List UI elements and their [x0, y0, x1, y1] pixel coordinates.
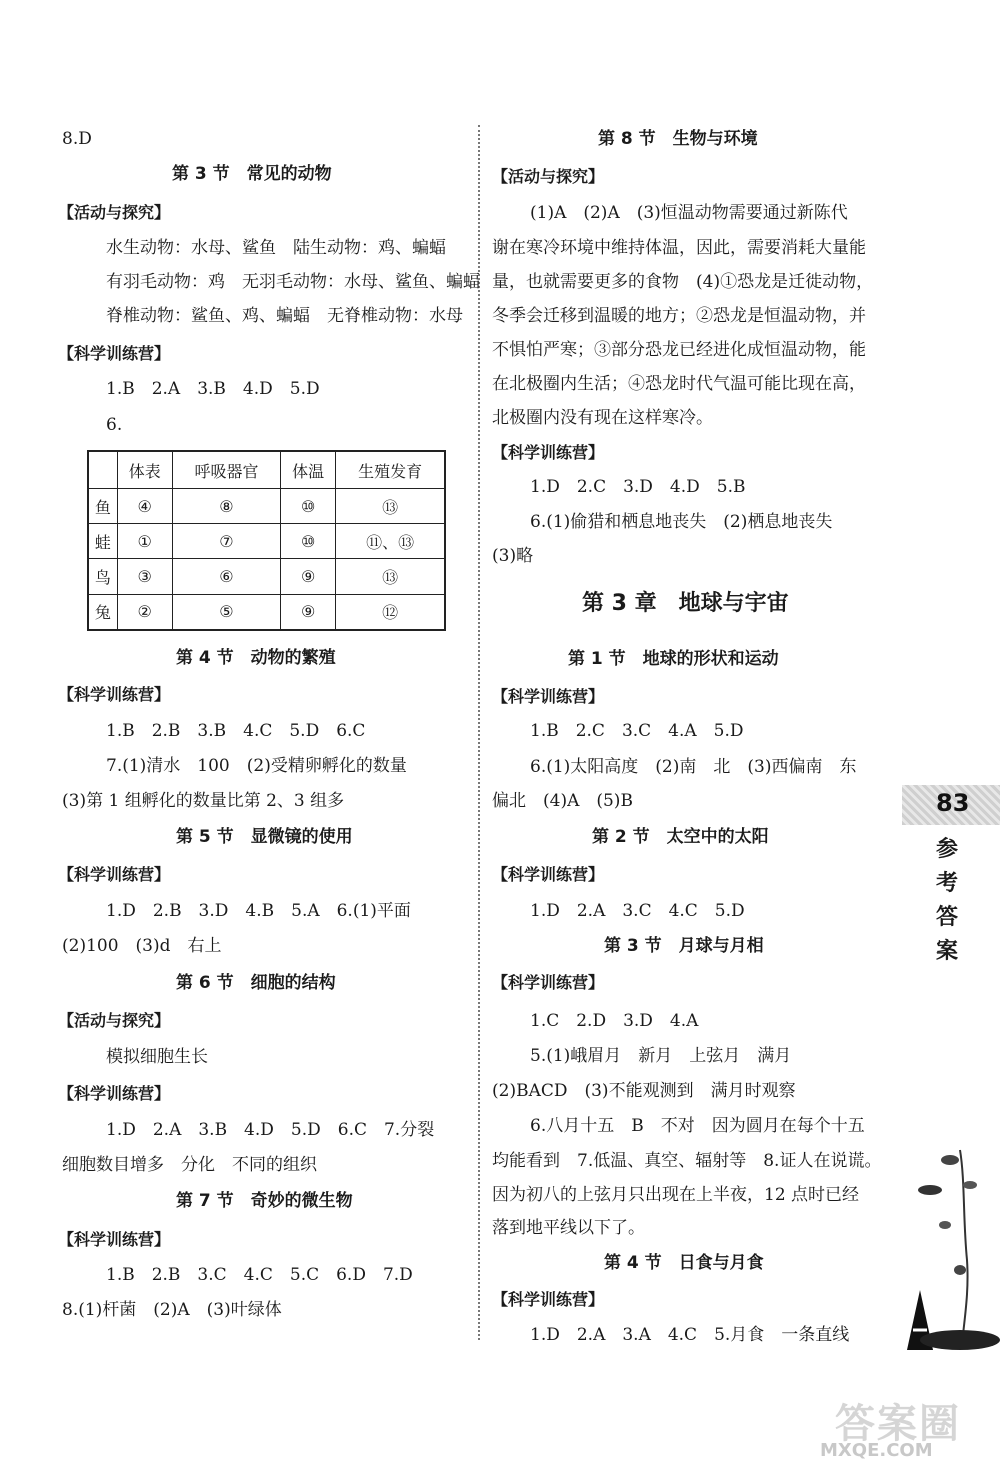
table-cell: ⑨ [281, 559, 336, 594]
animal-comparison-table [87, 450, 446, 631]
table-cell: ⑫ [336, 594, 445, 630]
answer-line: 1.D 2.B 3.D 4.B 5.A 6.(1)平面 [106, 901, 411, 921]
section-heading: 第 7 节 奇妙的微生物 [176, 1191, 353, 1211]
answer-line: 5.(1)峨眉月 新月 上弦月 满月 [530, 1046, 792, 1066]
section-heading: 第 8 节 生物与环境 [598, 129, 758, 149]
decorative-plant-illustration [905, 1140, 1000, 1350]
answer-line: 脊椎动物：鲨鱼、鸡、蝙蝠 无脊椎动物：水母 [106, 306, 463, 326]
answer-line: 模拟细胞生长 [106, 1047, 208, 1067]
answer-line: 偏北 (4)A (5)B [492, 791, 633, 811]
answer-line: 北极圈内没有现在这样寒冷。 [492, 408, 713, 428]
table-cell: ⑩ [281, 524, 336, 559]
section-label: 【科学训练营】 [492, 973, 605, 992]
section-heading: 第 2 节 太空中的太阳 [592, 827, 769, 847]
answer-line: 谢在寒冷环境中维持体温，因此，需要消耗大量能 [492, 238, 866, 258]
answer-line: 细胞数目增多 分化 不同的组织 [62, 1155, 317, 1175]
table-header: 体温 [281, 451, 336, 489]
answer-line: 7.(1)清水 100 (2)受精卵孵化的数量 [106, 756, 407, 776]
section-label: 【科学训练营】 [58, 1084, 171, 1103]
table-cell: ⑥ [172, 559, 280, 594]
table-cell: ⑦ [172, 524, 280, 559]
table-cell: ⑬ [336, 559, 445, 594]
section-heading: 第 1 节 地球的形状和运动 [568, 649, 779, 669]
page-number: 83 [936, 789, 970, 817]
answer-line: (2)100 (3)d 右上 [62, 936, 222, 956]
side-title-char: 考 [936, 871, 959, 896]
answer-line: 1.B 2.B 3.C 4.C 5.C 6.D 7.D [106, 1265, 413, 1285]
table-cell: ③ [117, 559, 172, 594]
table-cell: ② [117, 594, 172, 630]
answer-line: 1.D 2.A 3.C 4.C 5.D [530, 901, 745, 921]
section-heading: 第 4 节 日食与月食 [604, 1253, 764, 1273]
table-cell: ⑨ [281, 594, 336, 630]
section-heading: 第 4 节 动物的繁殖 [176, 648, 336, 668]
answer-line: (3)第 1 组孵化的数量比第 2、3 组多 [62, 791, 345, 811]
chapter-heading: 第 3 章 地球与宇宙 [582, 591, 789, 616]
answer-line: 6.八月十五 B 不对 因为圆月在每个十五 [530, 1116, 865, 1136]
answer-line: (3)略 [492, 546, 534, 566]
answer-line: 6.(1)太阳高度 (2)南 北 (3)西偏南 东 [530, 757, 857, 777]
answer-line: 均能看到 7.低温、真空、辐射等 8.证人在说谎。 [492, 1151, 882, 1171]
table-cell: ⑧ [172, 489, 280, 524]
section-label: 【活动与探究】 [58, 203, 171, 222]
table-cell: 鱼 [88, 489, 117, 524]
section-heading: 第 5 节 显微镜的使用 [176, 827, 353, 847]
table-row [88, 524, 445, 559]
section-label: 【科学训练营】 [58, 865, 171, 884]
table-cell: ⑩ [281, 489, 336, 524]
answer-line: 1.B 2.B 3.B 4.C 5.D 6.C [106, 721, 366, 741]
table-cell: ④ [117, 489, 172, 524]
watermark-url: MXQE.COM [820, 1440, 933, 1461]
section-heading: 第 3 节 常见的动物 [172, 164, 332, 184]
table-row [88, 594, 445, 630]
section-heading: 第 6 节 细胞的结构 [176, 973, 336, 993]
answer-line: 不惧怕严寒；③部分恐龙已经进化成恒温动物，能 [492, 340, 866, 360]
table-header: 体表 [117, 451, 172, 489]
section-label: 【科学训练营】 [492, 1290, 605, 1309]
section-label: 【科学训练营】 [492, 443, 605, 462]
table-cell: ⑤ [172, 594, 280, 630]
section-label: 【活动与探究】 [58, 1011, 171, 1030]
section-heading: 第 3 节 月球与月相 [604, 936, 764, 956]
side-title-char: 参 [936, 837, 959, 862]
table-header: 生殖发育 [336, 451, 445, 489]
answer-line: 8.(1)杆菌 (2)A (3)叶绿体 [62, 1300, 282, 1320]
answer-line: 1.B 2.C 3.C 4.A 5.D [530, 721, 744, 741]
answer-line: 冬季会迁移到温暖的地方；②恐龙是恒温动物，并 [492, 306, 866, 326]
watermark-logo: 答案圈 [835, 1401, 961, 1447]
table-cell: ① [117, 524, 172, 559]
answer-line: 6.(1)偷猎和栖息地丧失 (2)栖息地丧失 [530, 512, 833, 532]
answer-line: 6. [106, 415, 123, 435]
answer-line: 量，也就需要更多的食物 (4)①恐龙是迁徙动物， [492, 272, 874, 292]
answer-line: 有羽毛动物：鸡 无羽毛动物：水母、鲨鱼、蝙蝠 [106, 272, 480, 292]
table-row [88, 559, 445, 594]
answer-line: 8.D [62, 129, 92, 149]
answer-line: 1.D 2.A 3.B 4.D 5.D 6.C 7.分裂 [106, 1120, 435, 1140]
answer-line: 1.B 2.A 3.B 4.D 5.D [106, 379, 320, 399]
answer-line: (2)BACD (3)不能观测到 满月时观察 [492, 1081, 796, 1101]
section-label: 【科学训练营】 [492, 865, 605, 884]
table-cell: ⑪、⑬ [336, 524, 445, 559]
section-label: 【科学训练营】 [58, 344, 171, 363]
section-label: 【活动与探究】 [492, 167, 605, 186]
section-label: 【科学训练营】 [58, 685, 171, 704]
answer-line: (1)A (2)A (3)恒温动物需要通过新陈代 [530, 203, 848, 223]
answer-line: 1.C 2.D 3.D 4.A [530, 1011, 699, 1031]
answer-line: 水生动物：水母、鲨鱼 陆生动物：鸡、蝙蝠 [106, 238, 446, 258]
table-cell: 兔 [88, 594, 117, 630]
table-header [88, 451, 117, 489]
answer-line: 因为初八的上弦月只出现在上半夜，12 点时已经 [492, 1185, 860, 1205]
answer-line: 在北极圈内生活；④恐龙时代气温可能比现在高， [492, 374, 866, 394]
table-row [88, 489, 445, 524]
section-label: 【科学训练营】 [492, 687, 605, 706]
table-header-row [88, 451, 445, 489]
table-header: 呼吸器官 [172, 451, 280, 489]
table-cell: 鸟 [88, 559, 117, 594]
table-cell: 蛙 [88, 524, 117, 559]
section-label: 【科学训练营】 [58, 1230, 171, 1249]
answer-line: 落到地平线以下了。 [492, 1218, 645, 1238]
answer-line: 1.D 2.C 3.D 4.D 5.B [530, 477, 746, 497]
side-title-char: 案 [936, 939, 959, 964]
answer-line: 1.D 2.A 3.A 4.C 5.月食 一条直线 [530, 1325, 850, 1345]
side-title-char: 答 [936, 905, 959, 930]
column-divider [478, 125, 480, 1340]
table-cell: ⑬ [336, 489, 445, 524]
